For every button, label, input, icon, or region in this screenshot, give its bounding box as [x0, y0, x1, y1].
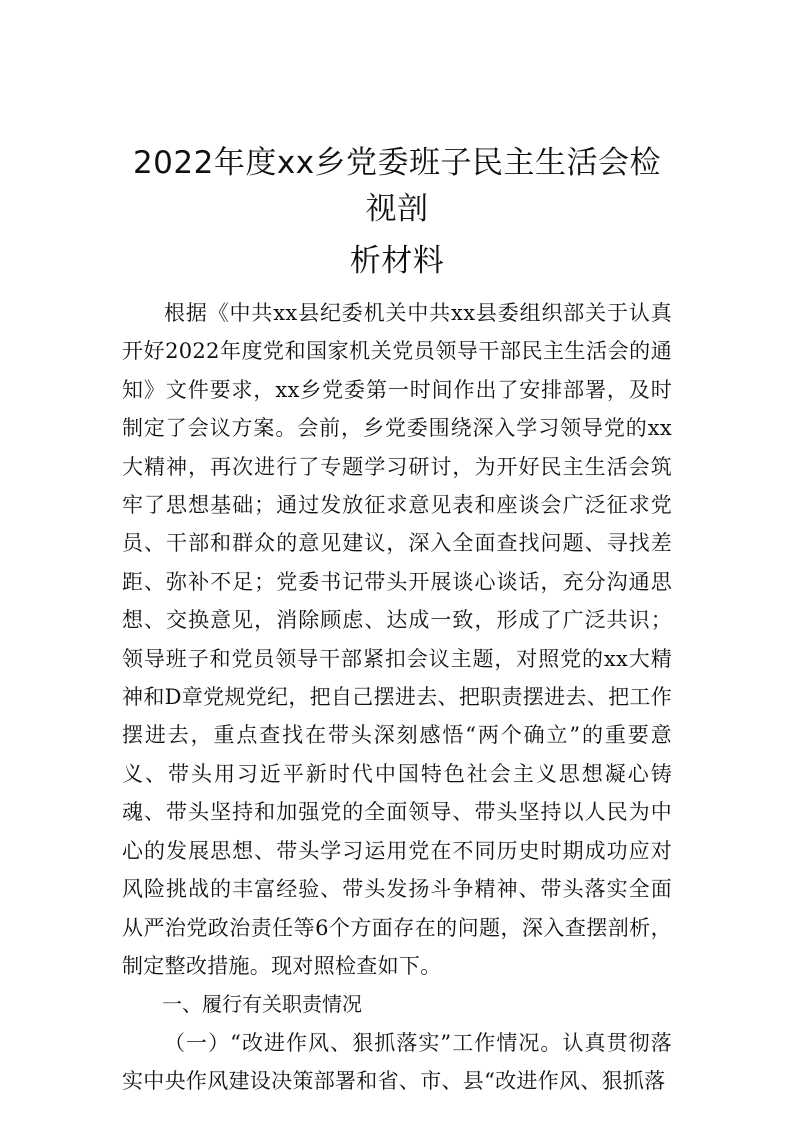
- document-page: [122, 140, 672, 1101]
- section-heading: 一、履行有关职责情况: [162, 992, 362, 1017]
- subsection-paragraph: （一）“改进作风、狠抓落实”工作情况。认真贯彻落实中央作风建设决策部署和省、市、县“改进作风、狠抓落: [122, 1030, 672, 1094]
- title-line-2: 析材料: [349, 243, 445, 279]
- intro-paragraph: 根据《中共xx县纪委机关中共xx县委组织部关于认真开好2022年度党和国家机关党员领导干部民主生活会的通知》文件要求，xx乡党委第一时间作出了安排部署，及时制定了会议方案。会前，乡党委围绕深入学习领导党的xx大精神，再次进行了专题学习研讨，为开好民主生活会筑牢了思想基础；通过发放征求意见表和座谈会广泛征求党员、干部和群众的意见建议，深入全面查找问题、寻找差距、弥补不足；党委书记带头开展谈心谈话，充分沟通思想、交换意见，消除顾虑、达成一致，形成了广泛共识；领导班子和党员领导干部紧扣会议主题，对照党的xx大精神和D章党规党纪，把自己摆进去、把职责摆进去、把工作摆进去，重点查找在带头深刻感悟“两个确立”的重要意义、带头用习近平新时代中国特色社会主义思想凝心铸魂、带头坚持和加强党的全面领导、带头坚持以人民为中心的发展思想、带头学习运用党在不同历史时期成功应对风险挑战的丰富经验、带头发扬斗争精神、带头落实全面从严治党政治责任等6个方面存在的问题，深入查摆剖析，制定整改措施。现对照检查如下。: [122, 301, 672, 978]
- document-title: [122, 140, 672, 284]
- title-line-1: 2022年度xx乡党委班子民主生活会检视剖: [132, 145, 662, 227]
